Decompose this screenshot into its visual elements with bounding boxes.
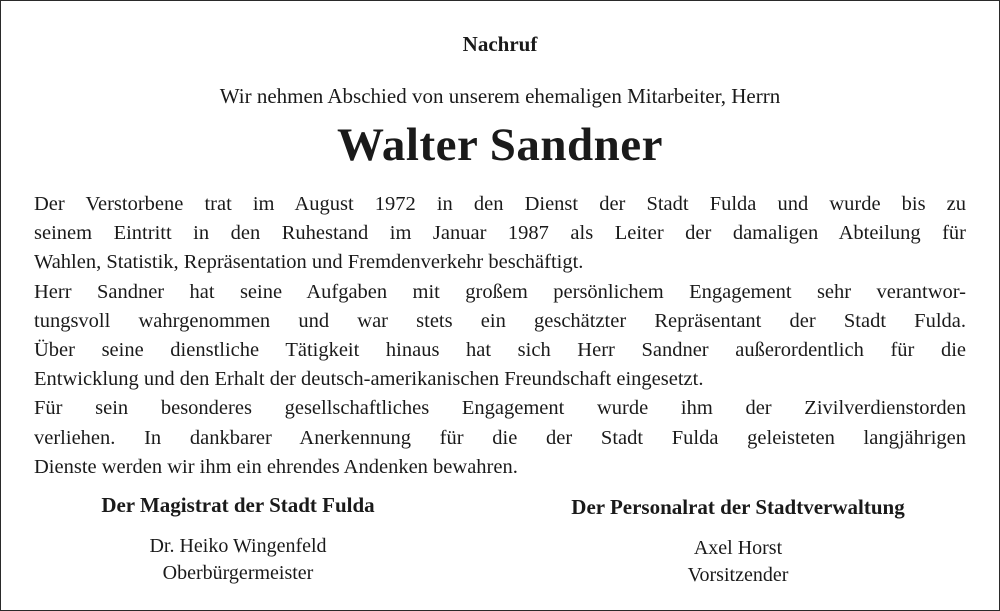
signature-role: Vorsitzender: [687, 564, 789, 586]
body-line: Dienste werden wir ihm ein ehrendes Andenken bewahren.: [34, 455, 518, 478]
signature-role: Oberbürgermeister: [162, 562, 314, 584]
notice-body: [34, 190, 966, 482]
notice-intro: Wir nehmen Abschied von unserem ehemaligen Mitarbeiter, Herrn: [219, 84, 781, 108]
body-line: verliehen. In dankbarer Anerkennung für die der Stadt Fulda geleisteten langjährigen: [34, 426, 966, 449]
body-line: Der Verstorbene trat im August 1972 in den Dienst der Stadt Fulda und wurde bis zu: [34, 193, 966, 215]
body-line: seinem Eintritt in den Ruhestand im Januar 1987 als Leiter der damaligen Abteilung für: [34, 222, 966, 245]
body-line: Entwicklung und den Erhalt der deutsch-amerikanischen Freundschaft eingesetzt.: [34, 368, 704, 391]
signature-personalrat: [508, 495, 968, 589]
body-line: tungsvoll wahrgenommen und war stets ein geschätzter Repräsentant der Stadt Fulda.: [34, 309, 966, 332]
deceased-name: Walter Sandner: [336, 119, 664, 171]
signature-organization: Der Magistrat der Stadt Fulda: [101, 493, 375, 517]
signature-person: Dr. Heiko Wingenfeld: [149, 535, 327, 557]
body-line: Herr Sandner hat seine Aufgaben mit großem persönlichem Engagement sehr verantwor-: [34, 280, 966, 303]
signature-person: Axel Horst: [693, 537, 783, 559]
notice-heading: Nachruf: [462, 32, 538, 56]
body-line: Für sein besonderes gesellschaftliches Engagement wurde ihm der Zivilverdienstorden: [34, 397, 966, 420]
body-line: Wahlen, Statistik, Repräsentation und Fremdenverkehr beschäftigt.: [34, 251, 584, 274]
signature-organization: Der Personalrat der Stadtverwaltung: [571, 495, 905, 519]
body-line: Über seine dienstliche Tätigkeit hinaus hat sich Herr Sandner außerordentlich für die: [34, 339, 966, 362]
signature-magistrat: [48, 493, 428, 587]
